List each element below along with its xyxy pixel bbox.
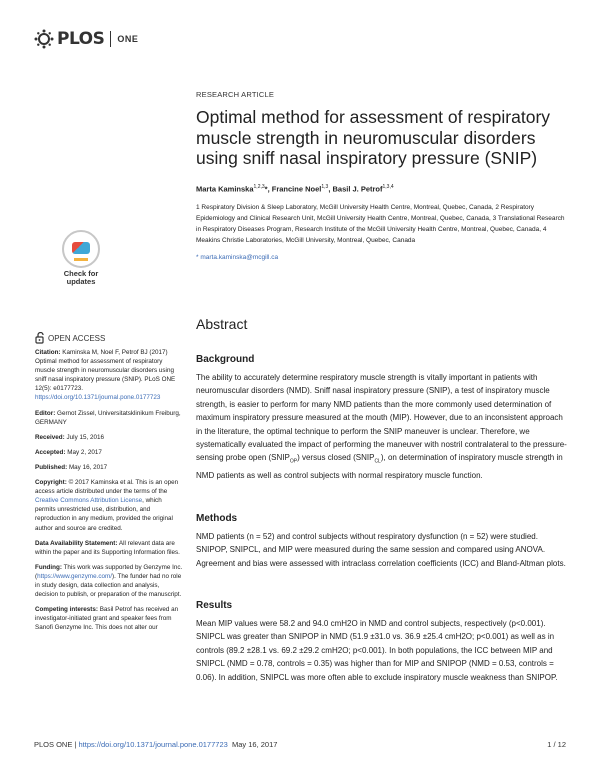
citation-doi-link[interactable]: https://doi.org/10.1371/journal.pone.0177723 bbox=[35, 394, 161, 402]
corresponding-email-link[interactable]: * marta.kaminska@mcgill.ca bbox=[196, 254, 279, 261]
data-availability-block: Data Availability Statement: All relevant data are within the paper and its Supporting Information files. bbox=[35, 539, 180, 556]
article-type: RESEARCH ARTICLE bbox=[196, 90, 275, 99]
results-text: Mean MIP values were 58.2 and 94.0 cmH2O in NMD and control subjects, respectively (p<0.001). SNIPCL was greater than SNIPOP in NMD (51.9 ±31.0 vs. 36.9 ±25.4 cmH2O; p<0.001) as well as in controls (89.2 ±28.1 vs. 69.2 ±29.2 cmH2O; p<0.001). In both populations, the ICC between MIP and SNIPCL (NMD = 0.78, controls = 0.35) was higher than for MIP and SNIPOP (NMD = 0.53, controls = 0.06). In addition, SNIPCL was more often able to exclude inspiratory muscle weakness than SNIPOP. bbox=[196, 619, 558, 682]
plos-logo bbox=[34, 28, 138, 50]
background-section bbox=[196, 354, 576, 483]
citation-block: Citation: Kaminska M, Noel F, Petrof BJ (2017) Optimal method for assessment of respiratory muscle strength in neuromuscular disorders using sniff nasal inspiratory pressure (SNIP). PLoS ONE 12(5): e0177723. https://doi.org/10.1371/journal.pone.0177723 bbox=[35, 349, 176, 402]
plos-logo-icon bbox=[34, 29, 54, 49]
funder-link[interactable]: https://www.genzyme.com/ bbox=[37, 572, 112, 580]
crossmark-icon bbox=[62, 230, 100, 268]
page-number: 1 / 12 bbox=[547, 740, 566, 749]
author-name[interactable]: Basil J. Petrof bbox=[332, 184, 383, 193]
accepted-block: Accepted: May 2, 2017 bbox=[35, 448, 102, 456]
background-text: The ability to accurately determine respiratory muscle strength is vitally important in patients with neuromuscular disorders (NMD). Sniff nasal inspiratory pressure (SNIP), a test of inspiratory muscle strength, is easier to perform for many NMD patients than the more commonly used determination of maximum inspiratory pressure measured at the mouth (MIP). However, due to an inconsistent approach in the literature, the optimal technique to perform the SNIP maneuver is unclear. Therefore, we systematically evaluated the impact of performing the maneuver with nostril contralateral to the pressure-sensing probe open $(SNIP_{OP})$ versus closed $(SNIP_{CL})$, on determination of inspiratory muscle strength in NMD patients as well as control subjects with normal respiratory muscle function. bbox=[196, 373, 567, 481]
background-heading: Background bbox=[196, 354, 255, 365]
logo-divider bbox=[110, 31, 111, 47]
received-block: Received: July 15, 2016 bbox=[35, 433, 104, 441]
journal-name: ONE bbox=[117, 34, 139, 44]
affiliations: 1 Respiratory Division & Sleep Laboratory, McGill University Health Centre, Montreal, Quebec, Canada, 2 Respiratory Epidemiology and Clinical Research Unit, McGill University Health Centre, Montreal, Quebec, Canada, 3 Translational Research in Respiratory Diseases Program, Research Institute of the McGill University Health Centre, Montreal, Quebec, Canada, 4 Meakins Christie Laboratories, McGill University, Montreal, Quebec, Canada bbox=[196, 204, 565, 244]
article-header bbox=[196, 90, 566, 261]
author-name[interactable]: Francine Noel bbox=[271, 184, 322, 193]
footer-date: May 16, 2017 bbox=[231, 740, 278, 749]
open-lock-icon bbox=[35, 332, 45, 344]
check-for-updates-badge[interactable] bbox=[56, 230, 106, 290]
logo-text: PLOS bbox=[57, 29, 105, 49]
article-metadata-sidebar bbox=[35, 348, 183, 638]
page-footer: PLOS ONE | https://doi.org/10.1371/journal.pone.0177723 May 16, 2017 1 / 12 bbox=[34, 740, 566, 749]
methods-heading: Methods bbox=[196, 513, 238, 524]
results-heading: Results bbox=[196, 600, 233, 611]
methods-section bbox=[196, 513, 576, 570]
author-list: Marta Kaminska$^{1,2,3}$*, Francine Noel$^{1,3}$, Basil J. Petrof$^{1,3,4}$ bbox=[196, 183, 394, 193]
editor-block: Editor: Gernot Zissel, Universitatsklinikum Freiburg, GERMANY bbox=[35, 409, 181, 426]
footer-journal: PLOS ONE bbox=[34, 740, 73, 749]
article-title: Optimal method for assessment of respiratory muscle strength in neuromuscular disorders using sniff nasal inspiratory pressure (SNIP) bbox=[196, 107, 551, 168]
license-link[interactable]: Creative Commons Attribution License bbox=[35, 497, 143, 505]
check-updates-label: Check for updates bbox=[63, 269, 99, 286]
copyright-block: Copyright: © 2017 Kaminska et al. This is an open access article distributed under the terms of the Creative Commons Attribution License, which permits unrestricted use, distribution, and reproduction in any medium, provided the original author and source are credited. bbox=[35, 479, 179, 532]
results-section bbox=[196, 600, 576, 684]
published-block: Published: May 16, 2017 bbox=[35, 463, 108, 471]
open-access-badge bbox=[35, 332, 105, 344]
funding-block: Funding: This work was supported by Genzyme Inc. (https://www.genzyme.com/). The funder had no role in study design, data collection and analysis, decision to publish, or preparation of the manuscript. bbox=[35, 563, 183, 599]
methods-text: NMD patients (n = 52) and control subjects without respiratory dysfunction (n = 52) were studied. SNIPOP, SNIPCL, and MIP were measured during the same session and compared using ANOVA. Agreement and bias were assessed with intraclass correlation coefficients (ICC) and Bland-Altman plots. bbox=[196, 532, 566, 568]
open-access-label: OPEN ACCESS bbox=[48, 333, 106, 343]
competing-interests-block: Competing interests: Basil Petrof has received an investigator-initiated grant and speaker fees from Sanofi Genzyme Inc. This does not alter our bbox=[35, 606, 179, 632]
footer-doi-link[interactable]: https://doi.org/10.1371/journal.pone.0177723 bbox=[78, 740, 228, 749]
abstract-heading: Abstract bbox=[196, 316, 248, 332]
author-name[interactable]: Marta Kaminska bbox=[196, 184, 254, 193]
